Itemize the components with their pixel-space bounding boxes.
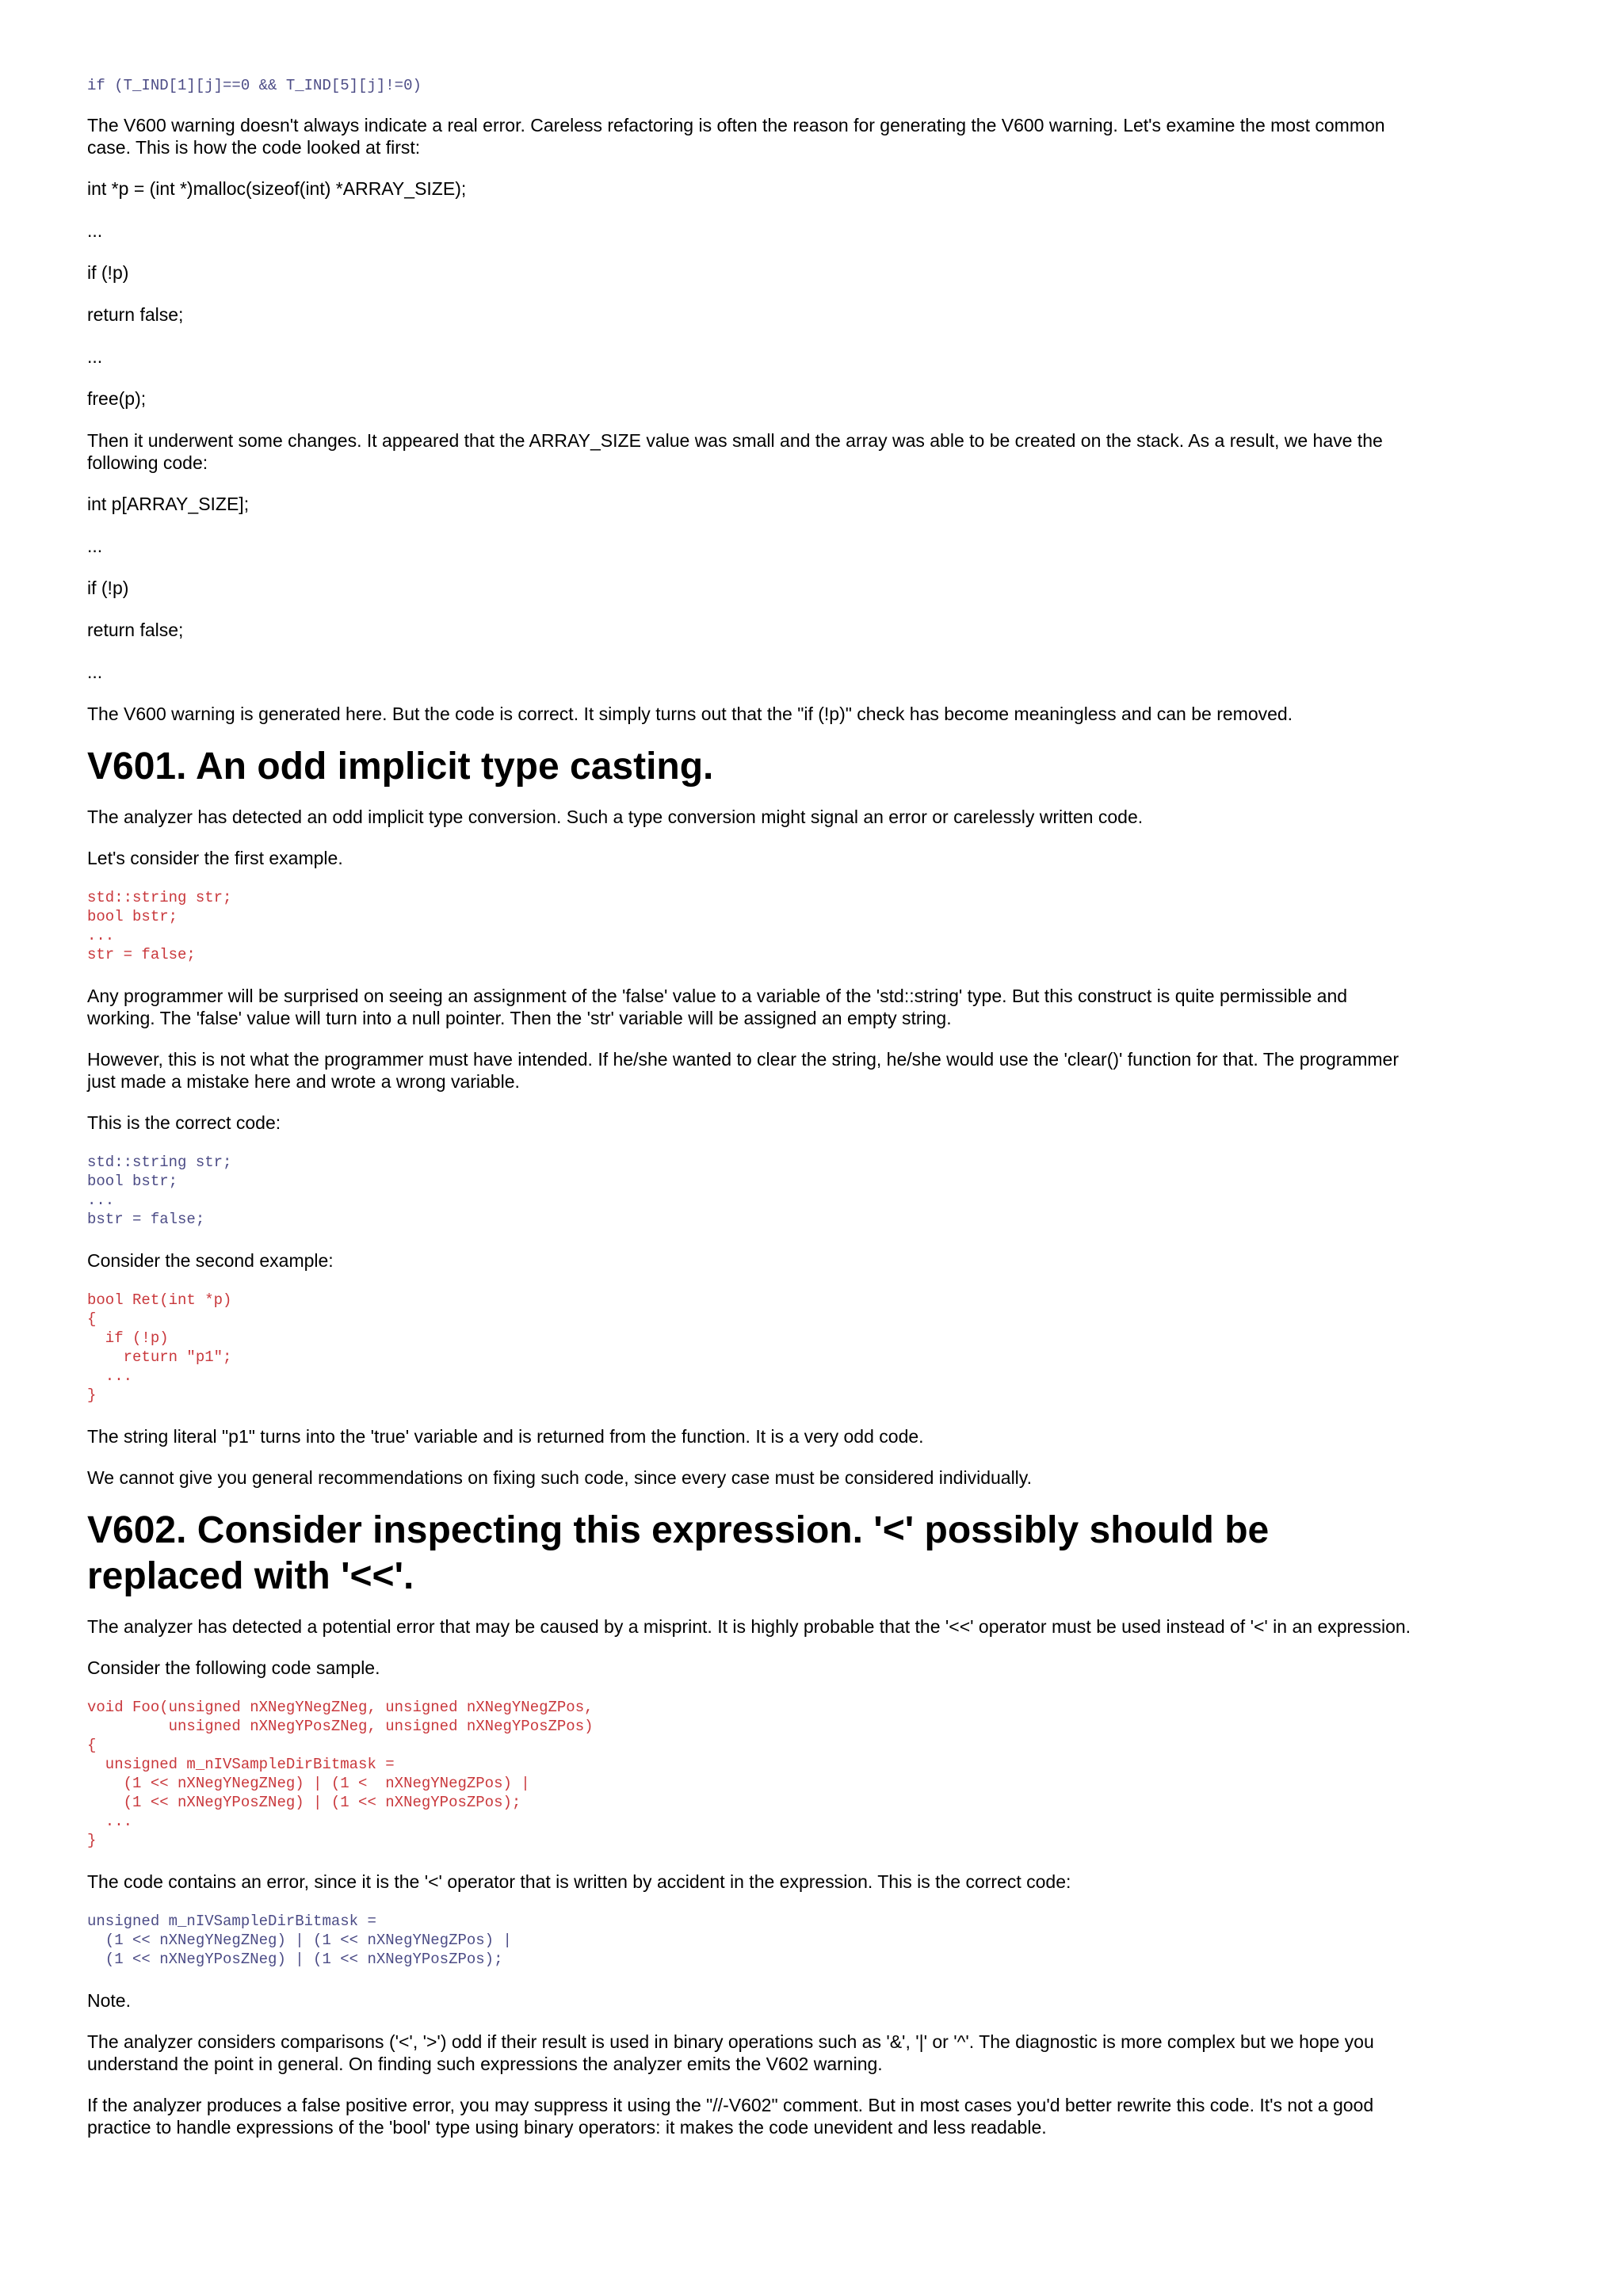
v601-code-example-1: std::string str; bool bstr; ... str = false; bbox=[87, 889, 232, 963]
v602-paragraph-5: The analyzer considers comparisons ('<', '>') odd if their result is used in binary operations such as '&', '|' or '^'. The diagnostic is more complex but we hope you understand the point in general. On finding such expressions the analyzer emits the V602 warning. bbox=[87, 2031, 1380, 2074]
v601-paragraph-6: Consider the second example: bbox=[87, 1250, 334, 1271]
v600-paragraph-2: Then it underwent some changes. It appeared that the ARRAY_SIZE value was small and the array was able to be created on the stack. As a result, we have the following code: bbox=[87, 430, 1388, 473]
v600-after-line: ... bbox=[87, 536, 103, 556]
v600-after-line: return false; bbox=[87, 620, 184, 640]
v601-paragraph-7: The string literal "p1" turns into the 'true' variable and is returned from the function. It is a very odd code. bbox=[87, 1426, 924, 1447]
v600-after-line: ... bbox=[87, 662, 103, 682]
v600-before-line: return false; bbox=[87, 304, 184, 325]
v602-heading: V602. Consider inspecting this expression. '<' possibly should be replaced with '<<'. bbox=[87, 1509, 1270, 1597]
v600-before-line: ... bbox=[87, 220, 103, 241]
v601-code-correct: std::string str; bool bstr; ... bstr = false; bbox=[87, 1154, 232, 1228]
v601-paragraph-4: However, this is not what the programmer must have intended. If he/she wanted to clear the string, he/she would use the 'clear()' function for that. The programmer just made a mistake here and wrote a wrong variable. bbox=[87, 1049, 1404, 1092]
document-page bbox=[87, 76, 1419, 2157]
v600-before-line: free(p); bbox=[87, 388, 147, 409]
v602-paragraph-2: Consider the following code sample. bbox=[87, 1657, 380, 1678]
v601-paragraph-5: This is the correct code: bbox=[87, 1112, 281, 1133]
v601-paragraph-3: Any programmer will be surprised on seeing an assignment of the 'false' value to a variable of the 'std::string' type. But this construct is quite permissible and working. The 'false' value will turn into a null pointer. Then the 'str' variable will be assigned an empty string. bbox=[87, 986, 1353, 1028]
v601-paragraph-8: We cannot give you general recommendations on fixing such code, since every case must be considered individually. bbox=[87, 1467, 1032, 1488]
v600-after-line: if (!p) bbox=[87, 578, 129, 598]
v600-before-line: if (!p) bbox=[87, 262, 129, 283]
code-block-top: if (T_IND[1][j]==0 && T_IND[5][j]!=0) bbox=[87, 77, 422, 94]
v601-heading: V601. An odd implicit type casting. bbox=[87, 746, 714, 788]
v601-paragraph-1: The analyzer has detected an odd implicit type conversion. Such a type conversion might signal an error or carelessly written code. bbox=[87, 807, 1144, 827]
v600-paragraph-1: The V600 warning doesn't always indicate a real error. Careless refactoring is often the reason for generating the V600 warning. Let's examine the most common case. This is how the code looked at first: bbox=[87, 115, 1390, 158]
v602-paragraph-6: If the analyzer produces a false positive error, you may suppress it using the "//-V602" comment. But in most cases you'd better rewrite this code. It's not a good practice to handle expressions of the 'bool' type using binary operators: it makes the code unevident and less readable. bbox=[87, 2095, 1379, 2138]
v601-code-example-2: bool Ret(int *p) { if (!p) return "p1"; ... } bbox=[87, 1291, 232, 1404]
v602-paragraph-1: The analyzer has detected a potential error that may be caused by a misprint. It is highly probable that the '<<' operator must be used instead of '<' in an expression. bbox=[87, 1616, 1411, 1637]
v602-code-example: void Foo(unsigned nXNegYNegZNeg, unsigned nXNegYNegZPos, unsigned nXNegYPosZNeg, unsigned nXNegYPosZPos) { unsigned m_nIVSampleDirBitmask = (1 << nXNegYNegZNeg) | (1 < nXNegYNegZPos) | (1 << nXNegYPosZNeg) | (1 << nXNegYPosZPos); ... } bbox=[87, 1699, 594, 1849]
v600-after-line: int p[ARRAY_SIZE]; bbox=[87, 494, 250, 514]
v600-before-line: ... bbox=[87, 346, 103, 367]
v602-paragraph-3: The code contains an error, since it is the '<' operator that is written by accident in the expression. This is the correct code: bbox=[87, 1871, 1071, 1892]
v602-code-correct: unsigned m_nIVSampleDirBitmask = (1 << nXNegYNegZNeg) | (1 << nXNegYNegZPos) | (1 << nXNegYPosZNeg) | (1 << nXNegYPosZPos); bbox=[87, 1913, 512, 1968]
v600-before-line: int *p = (int *)malloc(sizeof(int) *ARRAY_SIZE); bbox=[87, 178, 467, 199]
v600-paragraph-3: The V600 warning is generated here. But the code is correct. It simply turns out that the "if (!p)" check has become meaningless and can be removed. bbox=[87, 704, 1293, 724]
v601-paragraph-2: Let's consider the first example. bbox=[87, 848, 343, 868]
v602-note-label: Note. bbox=[87, 1990, 131, 2011]
